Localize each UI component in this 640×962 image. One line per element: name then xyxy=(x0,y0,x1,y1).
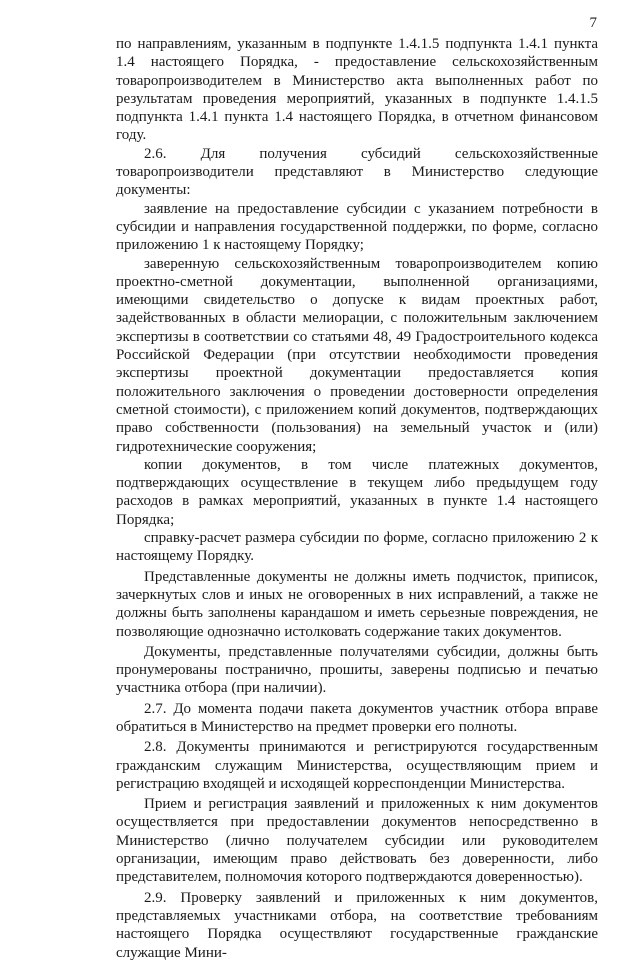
page-number: 7 xyxy=(589,15,597,31)
paragraph: заверенную сельскохозяйственным товаропроизводителем копию проектно-сметной документации, выполненной организациями, имеющими свидетельство о допуске к видам проектных работ, задействованных в области мелиорации, с положительным заключением экспертизы в соответствии со статьями 48, 49 Градостроительного кодекса Российской Федерации (при отсутствии необходимости проведения экспертизы проектной документации предоставляется копия положительного заключения о проведении достоверности определения сметной стоимости), с приложением копий документов, подтверждающих право собственности (пользования) на земельный участок и (или) гидротехнические сооружения; xyxy=(116,255,598,455)
paragraph: Прием и регистрация заявлений и приложенных к ним документов осуществляется при предоставлении документов непосредственно в Министерство (лично получателем субсидии или руководителем организации, имеющим право действовать без доверенности, либо представителем, полномочия которого подтверждаются доверенностью). xyxy=(116,796,598,886)
paragraph: 2.7. До момента подачи пакета документов участник отбора вправе обратиться в Министерство на предмет проверки его полноты. xyxy=(116,700,598,735)
paragraph: Представленные документы не должны иметь подчисток, приписок, зачеркнутых слов и иных не оговоренных в них исправлений, а также не должны быть заполнены карандашом и иметь серьезные повреждения, не позволяющие однозначно истолковать содержание таких документов. xyxy=(116,568,598,640)
paragraph: 2.8. Документы принимаются и регистрируются государственным гражданским служащим Министерства, осуществляющим прием и регистрацию входящей и исходящей корреспонденции Министерства. xyxy=(116,739,598,792)
paragraph: заявление на предоставление субсидии с указанием потребности в субсидии и направления государственной поддержки, по форме, согласно приложению 1 к настоящему Порядку; xyxy=(116,200,598,254)
paragraph: 2.9. Проверку заявлений и приложенных к ним документов, представляемых участниками отбора, на соответствие требованиям настоящего Порядка осуществляют государственные гражданские служащие Мини- xyxy=(116,889,598,961)
paragraph: 2.6. Для получения субсидий сельскохозяйственные товаропроизводители представляют в Министерство следующие документы: xyxy=(116,145,598,199)
paragraph: копии документов, в том числе платежных документов, подтверждающих осуществление в текущем либо предыдущем году расходов в рамках мероприятий, указанных в пункте 1.4 настоящего Порядка; xyxy=(116,456,598,528)
document-body xyxy=(116,35,598,962)
paragraph: по направлениям, указанным в подпункте 1.4.1.5 подпункта 1.4.1 пункта 1.4 настоящего Порядка, - предоставление сельскохозяйственным товаропроизводителем в Министерство акта выполненных работ по результатам проведения мероприятий, указанных в подпункте 1.4.1.5 подпункта 1.4.1 пункта 1.4 настоящего Порядка, в отчетном финансовом году. xyxy=(116,36,598,144)
paragraph: справку-расчет размера субсидии по форме, согласно приложению 2 к настоящему Порядку. xyxy=(116,530,598,565)
paragraph: Документы, представленные получателями субсидии, должны быть пронумерованы постранично, прошиты, заверены подписью и печатью участника отбора (при наличии). xyxy=(116,643,598,697)
